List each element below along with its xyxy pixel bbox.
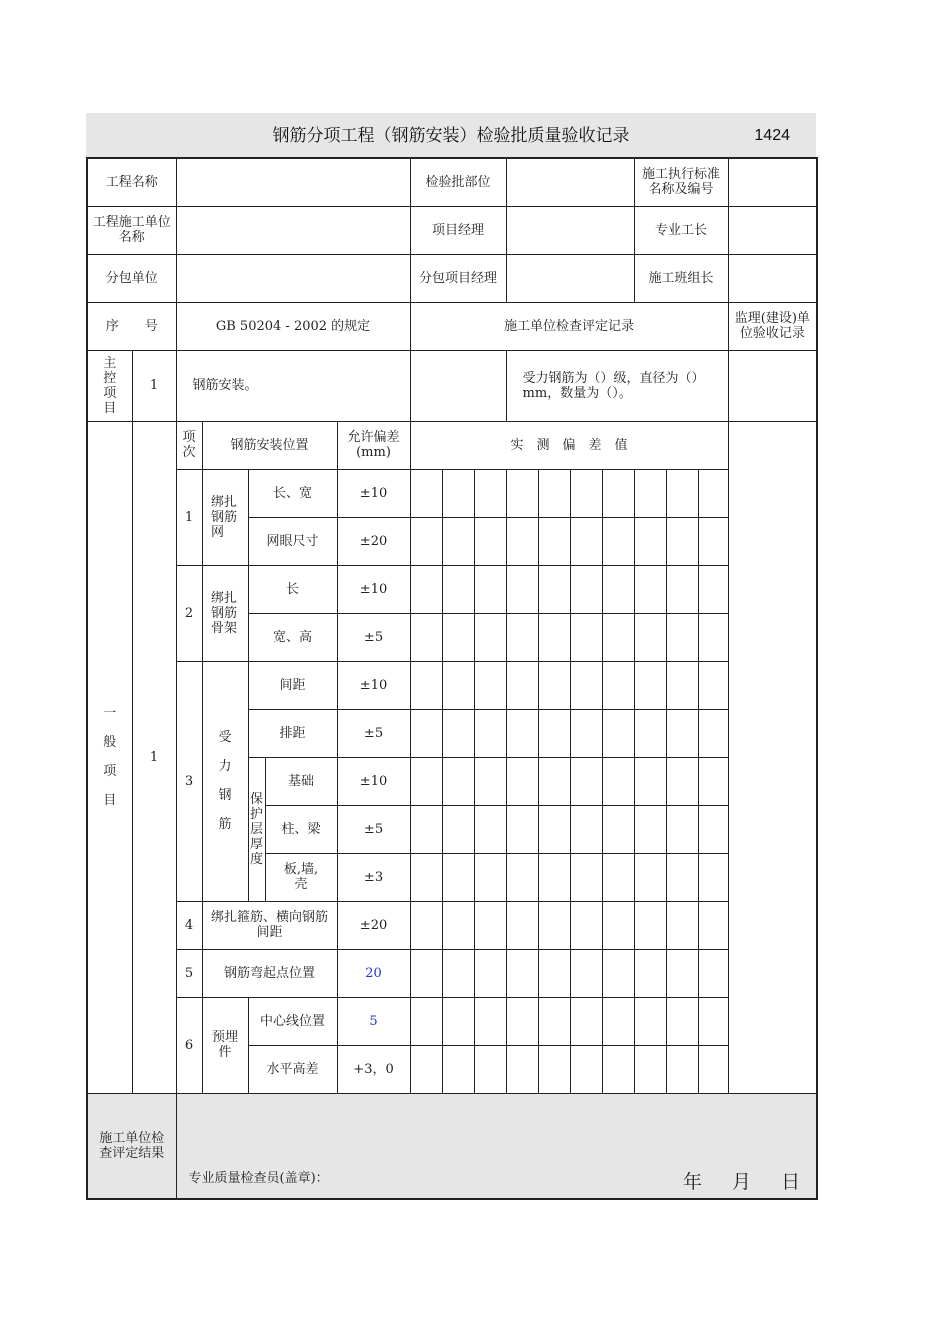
measured-value-cell[interactable]: [410, 1045, 442, 1093]
inspection-form-sheet: [86, 113, 816, 1197]
inspector-signature-label: 专业质量检查员(盖章)：: [188, 1171, 329, 1186]
measured-value-cell[interactable]: [506, 661, 538, 709]
measured-value-cell[interactable]: [666, 997, 698, 1045]
measured-value-cell[interactable]: [666, 709, 698, 757]
measured-value-cell[interactable]: [506, 949, 538, 997]
measured-value-cell[interactable]: [666, 1045, 698, 1093]
g3-sub: [248, 757, 265, 901]
general-supervisor-field[interactable]: [728, 421, 817, 1093]
measured-value-cell[interactable]: [634, 613, 666, 661]
measured-value-cell[interactable]: [474, 709, 506, 757]
g6-no: 6: [176, 997, 202, 1093]
measured-value-cell[interactable]: [570, 901, 602, 949]
main-control-row: [87, 350, 817, 421]
measured-value-cell[interactable]: [442, 661, 474, 709]
contractor-record-header: 施工单位检查评定记录: [410, 302, 728, 350]
main-item: 钢筋安装。: [176, 350, 410, 421]
g2-name: [202, 565, 248, 661]
measured-value-cell[interactable]: [474, 1045, 506, 1093]
project-name-field[interactable]: [176, 158, 410, 206]
g3-label-2: 排距: [248, 709, 337, 757]
measured-value-cell[interactable]: [602, 661, 634, 709]
g4-label: [202, 901, 337, 949]
g4-label-text: 绑扎箍筋、横向钢筋间距: [211, 910, 329, 940]
measured-value-cell[interactable]: [506, 613, 538, 661]
info-row-2: [87, 206, 817, 254]
measured-value-cell[interactable]: [538, 901, 570, 949]
g3-label-1: 间距: [248, 661, 337, 709]
measured-value-cell[interactable]: [570, 949, 602, 997]
measured-value-cell[interactable]: [602, 997, 634, 1045]
measured-value-cell[interactable]: [506, 1045, 538, 1093]
measured-value-cell[interactable]: [442, 805, 474, 853]
measured-value-cell[interactable]: [634, 757, 666, 805]
inspection-part-label: 检验批部位: [410, 158, 506, 206]
team-leader-field[interactable]: [728, 254, 817, 302]
measured-value-cell[interactable]: [538, 949, 570, 997]
measured-value-cell[interactable]: [538, 757, 570, 805]
g1-name: [202, 469, 248, 565]
measured-value-cell[interactable]: [698, 805, 728, 853]
info-row-1: [87, 158, 817, 206]
sub-manager-label: 分包项目经理: [410, 254, 506, 302]
general-category-text: 一般项目: [103, 706, 117, 808]
measured-value-cell[interactable]: [602, 949, 634, 997]
measured-value-cell[interactable]: [634, 853, 666, 901]
inspection-part-field[interactable]: [506, 158, 634, 206]
g3-tol-2: ±5: [337, 709, 410, 757]
measured-value-cell[interactable]: [474, 565, 506, 613]
measured-value-cell[interactable]: [602, 709, 634, 757]
measured-value-cell[interactable]: [410, 949, 442, 997]
measured-value-cell[interactable]: [410, 997, 442, 1045]
supervisor-header: 监理(建设)单位验收记录: [728, 302, 817, 350]
g3-sub-text: 保护层厚度: [250, 791, 264, 867]
measured-value-cell[interactable]: [634, 469, 666, 517]
inspection-table: [86, 157, 818, 1200]
project-manager-field[interactable]: [506, 206, 634, 254]
measured-value-cell[interactable]: [634, 565, 666, 613]
measured-value-cell[interactable]: [698, 565, 728, 613]
measured-value-cell[interactable]: [474, 613, 506, 661]
g1-tol-1: ±10: [337, 469, 410, 517]
col-tolerance-header: 允许偏差(mm): [337, 421, 410, 469]
sub-manager-field[interactable]: [506, 254, 634, 302]
col-item-text: 项次: [182, 430, 196, 460]
measured-value-cell[interactable]: [506, 709, 538, 757]
main-note: 受力钢筋为（）级，直径为（）mm，数量为（）。: [506, 350, 728, 421]
measured-value-cell[interactable]: [474, 661, 506, 709]
measured-value-cell[interactable]: [634, 997, 666, 1045]
measured-value-cell[interactable]: [666, 517, 698, 565]
g6-label-1: 中心线位置: [248, 997, 337, 1045]
g6-label-2: 水平高差: [248, 1045, 337, 1093]
measured-value-cell[interactable]: [506, 805, 538, 853]
main-category: [87, 350, 132, 421]
g2-row-1: [87, 565, 817, 613]
measured-value-cell[interactable]: [634, 901, 666, 949]
measured-value-cell[interactable]: [602, 517, 634, 565]
measured-value-cell[interactable]: [410, 469, 442, 517]
measured-value-cell[interactable]: [698, 613, 728, 661]
measured-value-cell[interactable]: [634, 517, 666, 565]
g4-no: 4: [176, 901, 202, 949]
g1-row-1: [87, 469, 817, 517]
measured-value-cell[interactable]: [506, 565, 538, 613]
measured-value-cell[interactable]: [442, 517, 474, 565]
foreman-field[interactable]: [728, 206, 817, 254]
measured-value-cell[interactable]: [602, 757, 634, 805]
date-label: 年 月 日: [682, 1171, 813, 1193]
contractor-label: 工程施工单位名称: [87, 206, 176, 254]
measured-value-cell[interactable]: [666, 613, 698, 661]
general-category: [87, 421, 132, 1093]
measured-value-cell[interactable]: [442, 565, 474, 613]
measured-value-cell[interactable]: [602, 613, 634, 661]
form-title: 钢筋分项工程（钢筋安装）检验批质量验收记录: [272, 126, 630, 146]
measured-value-cell[interactable]: [602, 1045, 634, 1093]
main-check-blank[interactable]: [410, 350, 506, 421]
g6-name: [202, 997, 248, 1093]
team-leader-label: 施工班组长: [634, 254, 728, 302]
measured-value-cell[interactable]: [698, 949, 728, 997]
measured-value-cell[interactable]: [602, 901, 634, 949]
g1-no: 1: [176, 469, 202, 565]
measured-value-cell[interactable]: [442, 949, 474, 997]
measured-value-cell[interactable]: [602, 805, 634, 853]
measured-value-cell[interactable]: [634, 805, 666, 853]
measured-value-cell[interactable]: [442, 1045, 474, 1093]
measured-value-cell[interactable]: [410, 565, 442, 613]
g2-tol-1: ±10: [337, 565, 410, 613]
g1-tol-2: ±20: [337, 517, 410, 565]
title-bar: [86, 113, 816, 157]
measured-value-cell[interactable]: [570, 565, 602, 613]
contractor-field[interactable]: [176, 206, 410, 254]
measured-value-cell[interactable]: [410, 517, 442, 565]
measured-value-cell[interactable]: [538, 1045, 570, 1093]
measured-value-cell[interactable]: [570, 853, 602, 901]
measured-value-cell[interactable]: [506, 757, 538, 805]
measured-value-cell[interactable]: [666, 949, 698, 997]
g3-name-text: 受力钢筋: [218, 730, 232, 832]
result-label: [87, 1093, 176, 1199]
measured-value-cell[interactable]: [506, 997, 538, 1045]
measured-value-cell[interactable]: [538, 469, 570, 517]
form-code: 1424: [754, 127, 790, 144]
g5-label: 钢筋弯起点位置: [202, 949, 337, 997]
main-supervisor-field[interactable]: [728, 350, 817, 421]
measured-value-cell[interactable]: [538, 805, 570, 853]
measured-value-cell[interactable]: [506, 853, 538, 901]
measured-value-cell[interactable]: [666, 469, 698, 517]
measured-value-cell[interactable]: [410, 613, 442, 661]
measured-value-cell[interactable]: [634, 1045, 666, 1093]
g3-tol-5: ±3: [337, 853, 410, 901]
measured-value-cell[interactable]: [666, 661, 698, 709]
col-measured-header: 实 测 偏 差 值: [410, 421, 728, 469]
measured-value-cell[interactable]: [666, 901, 698, 949]
measured-value-cell[interactable]: [602, 853, 634, 901]
measured-value-cell[interactable]: [506, 901, 538, 949]
g6-row-1: [87, 997, 817, 1045]
measured-value-cell[interactable]: [634, 949, 666, 997]
measured-value-cell[interactable]: [602, 469, 634, 517]
measured-value-cell[interactable]: [570, 805, 602, 853]
g6-tol-2: +3，0: [337, 1045, 410, 1093]
measured-value-cell[interactable]: [570, 709, 602, 757]
g2-tol-2: ±5: [337, 613, 410, 661]
measured-value-cell[interactable]: [602, 565, 634, 613]
measured-value-cell[interactable]: [570, 997, 602, 1045]
measured-value-cell[interactable]: [442, 853, 474, 901]
measured-value-cell[interactable]: [410, 757, 442, 805]
measured-value-cell[interactable]: [474, 517, 506, 565]
general-header-row: [87, 421, 817, 469]
measured-value-cell[interactable]: [474, 805, 506, 853]
g4-row: [87, 901, 817, 949]
g3-name: [202, 661, 248, 901]
measured-value-cell[interactable]: [666, 565, 698, 613]
g1-name-text: 绑扎钢筋网: [211, 494, 238, 540]
g3-tol-3: ±10: [337, 757, 410, 805]
measured-value-cell[interactable]: [474, 469, 506, 517]
col-position-header: 钢筋安装位置: [202, 421, 337, 469]
g1-label-1: 长、宽: [248, 469, 337, 517]
project-name-label: 工程名称: [87, 158, 176, 206]
measured-value-cell[interactable]: [538, 853, 570, 901]
measured-value-cell[interactable]: [634, 709, 666, 757]
g3-tol-1: ±10: [337, 661, 410, 709]
measured-value-cell[interactable]: [410, 709, 442, 757]
g2-label-2: 宽、高: [248, 613, 337, 661]
measured-value-cell[interactable]: [506, 469, 538, 517]
measured-value-cell[interactable]: [698, 709, 728, 757]
head-row: [87, 302, 817, 350]
measured-value-cell[interactable]: [698, 901, 728, 949]
measured-value-cell[interactable]: [410, 661, 442, 709]
measured-value-cell[interactable]: [698, 853, 728, 901]
info-row-3: [87, 254, 817, 302]
measured-value-cell[interactable]: [538, 709, 570, 757]
spec-header: GB 50204 - 2002 的规定: [176, 302, 410, 350]
standard-field[interactable]: [728, 158, 817, 206]
general-no: 1: [132, 421, 176, 1093]
measured-value-cell[interactable]: [474, 997, 506, 1045]
measured-value-cell[interactable]: [474, 949, 506, 997]
measured-value-cell[interactable]: [538, 517, 570, 565]
measured-value-cell[interactable]: [538, 565, 570, 613]
g6-tol-1: 5: [337, 997, 410, 1045]
g3-row-1: [87, 661, 817, 709]
measured-value-cell[interactable]: [570, 613, 602, 661]
measured-value-cell[interactable]: [410, 853, 442, 901]
measured-value-cell[interactable]: [442, 901, 474, 949]
measured-value-cell[interactable]: [570, 517, 602, 565]
measured-value-cell[interactable]: [442, 997, 474, 1045]
g3-label-3: 基础: [265, 757, 337, 805]
result-label-text: 施工单位检查评定结果: [99, 1130, 165, 1161]
measured-value-cell[interactable]: [538, 997, 570, 1045]
g3-label-5-text: 板,墙,壳: [283, 862, 319, 892]
subcontractor-label: 分包单位: [87, 254, 176, 302]
measured-value-cell[interactable]: [570, 469, 602, 517]
g1-label-2: 网眼尺寸: [248, 517, 337, 565]
g3-label-4: 柱、梁: [265, 805, 337, 853]
result-field[interactable]: [176, 1093, 817, 1199]
measured-value-cell[interactable]: [666, 853, 698, 901]
measured-value-cell[interactable]: [698, 661, 728, 709]
main-no: 1: [132, 350, 176, 421]
g4-tol: ±20: [337, 901, 410, 949]
measured-value-cell[interactable]: [666, 805, 698, 853]
subcontractor-field[interactable]: [176, 254, 410, 302]
g2-label-1: 长: [248, 565, 337, 613]
standard-label: 施工执行标准名称及编号: [634, 158, 728, 206]
measured-value-cell[interactable]: [570, 1045, 602, 1093]
measured-value-cell[interactable]: [666, 757, 698, 805]
g3-tol-4: ±5: [337, 805, 410, 853]
measured-value-cell[interactable]: [698, 469, 728, 517]
seq-header: 序 号: [87, 302, 176, 350]
measured-value-cell[interactable]: [442, 709, 474, 757]
result-row: [87, 1093, 817, 1199]
main-category-text: 主控项目: [103, 355, 117, 416]
measured-value-cell[interactable]: [570, 661, 602, 709]
g2-name-text: 绑扎钢筋骨架: [211, 590, 238, 636]
measured-value-cell[interactable]: [410, 805, 442, 853]
measured-value-cell[interactable]: [506, 517, 538, 565]
measured-value-cell[interactable]: [538, 661, 570, 709]
measured-value-cell[interactable]: [442, 613, 474, 661]
measured-value-cell[interactable]: [698, 997, 728, 1045]
g3-no: 3: [176, 661, 202, 901]
g2-no: 2: [176, 565, 202, 661]
measured-value-cell[interactable]: [698, 757, 728, 805]
measured-value-cell[interactable]: [538, 613, 570, 661]
foreman-label: 专业工长: [634, 206, 728, 254]
measured-value-cell[interactable]: [634, 661, 666, 709]
g5-tol: 20: [337, 949, 410, 997]
measured-value-cell[interactable]: [698, 1045, 728, 1093]
measured-value-cell[interactable]: [570, 757, 602, 805]
measured-value-cell[interactable]: [474, 853, 506, 901]
measured-value-cell[interactable]: [410, 901, 442, 949]
measured-value-cell[interactable]: [698, 517, 728, 565]
g6-name-text: 预埋件: [212, 1030, 239, 1060]
g5-no: 5: [176, 949, 202, 997]
project-manager-label: 项目经理: [410, 206, 506, 254]
g3-label-5: [265, 853, 337, 901]
measured-value-cell[interactable]: [474, 901, 506, 949]
col-item-header: [176, 421, 202, 469]
measured-value-cell[interactable]: [474, 757, 506, 805]
measured-value-cell[interactable]: [442, 757, 474, 805]
measured-value-cell[interactable]: [442, 469, 474, 517]
g5-row: [87, 949, 817, 997]
